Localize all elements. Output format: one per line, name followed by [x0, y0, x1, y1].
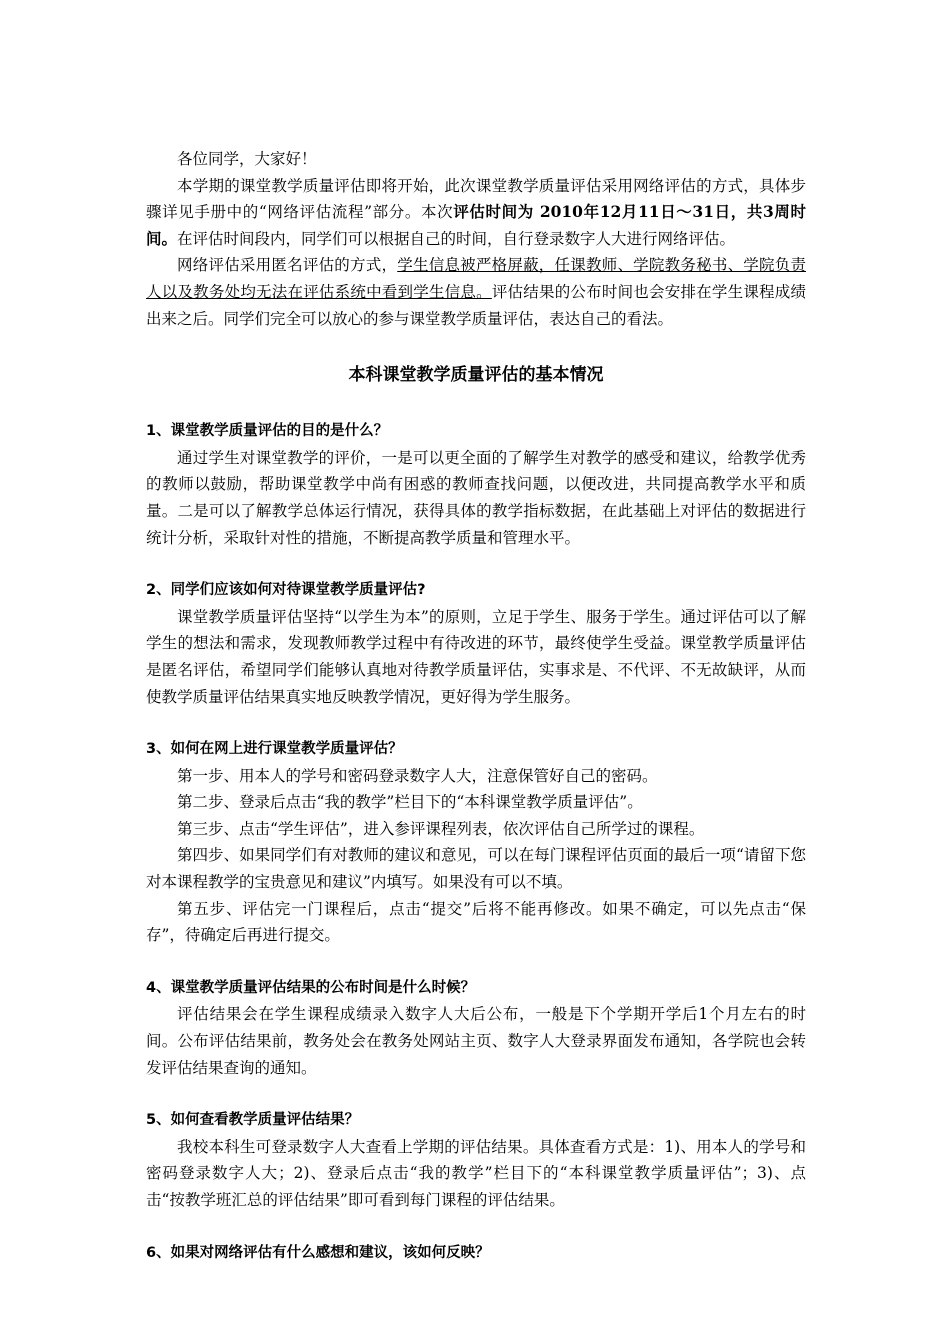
spacer [146, 1081, 806, 1107]
evaluation-period: 评估时间为 2010年12月11日～31日，共3周时间。 [146, 202, 806, 248]
question-5-answer: 我校本科生可登录数字人大查看上学期的评估结果。具体查看方式是：1)、用本人的学号和密码登录数字人大；2)、登录后点击“我的教学”栏目下的“本科课堂教学质量评估”；3)、点击“按教学班汇总的评估结果”即可看到每门课程的评估结果。 [146, 1137, 806, 1209]
privacy-statement: 学生信息被严格屏蔽，任课教师、学院教务秘书、学院负责人以及教务处均无法在评估系统中看到学生信息。 [146, 256, 806, 301]
spacer [146, 710, 806, 736]
spacer [146, 949, 806, 975]
question-2-answer: 课堂教学质量评估坚持“以学生为本”的原则，立足于学生、服务于学生。通过评估可以了解学生的想法和需求，发现教师教学过程中有待改进的环节，最终使学生受益。课堂教学质量评估是匿名评估，希望同学们能够认真地对待教学质量评估，实事求是、不代评、不无故缺评，从而使教学质量评估结果真实地反映教学情况，更好得为学生服务。 [146, 607, 806, 706]
step-4: 第四步、如果同学们有对教师的建议和意见，可以在每门课程评估页面的最后一项“请留下您对本课程教学的宝贵意见和建议”内填写。如果没有可以不填。 [146, 846, 806, 892]
question-5-title: 5、如何查看教学质量评估结果？ [146, 1112, 360, 1129]
greeting: 各位同学，大家好！ [177, 150, 317, 168]
section-title: 本科课堂教学质量评估的基本情况 [348, 365, 604, 386]
step-1: 第一步、用本人的学号和密码登录数字人大，注意保管好自己的密码。 [177, 766, 658, 785]
question-3-title: 3、如何在网上进行课堂教学质量评估？ [146, 741, 403, 758]
document-body [146, 146, 806, 1266]
intro-paragraph-2 [146, 252, 806, 332]
spacer [146, 1214, 806, 1240]
step-5: 第五步、评估完一门课程后，点击“提交”后将不能再修改。如果不确定，可以先点击“保存”，待确定后再进行提交。 [146, 899, 806, 945]
question-4-title: 4、课堂教学质量评估结果的公布时间是什么时候？ [146, 979, 476, 996]
intro-text: 评估结果的公布时间也会安排在学生课程成绩出来之后。同学们完全可以放心的参与课堂教学质量评估，表达自己的看法。 [146, 282, 806, 328]
step-2: 第二步、登录后点击“我的教学”栏目下的“本科课堂教学质量评估”。 [177, 793, 643, 812]
question-1-answer: 通过学生对课堂教学的评价，一是可以更全面的了解学生对教学的感受和建议，给教学优秀的教师以鼓励，帮助课堂教学中尚有困惑的教师查找问题，以便改进，共同提高教学水平和质量。二是可以了解教学总体运行情况，获得具体的教学指标数据，在此基础上对评估的数据进行统计分析，采取针对性的措施，不断提高教学质量和管理水平。 [146, 448, 806, 547]
step-3: 第三步、点击“学生评估”，进入参评课程列表，依次评估自己所学过的课程。 [177, 819, 705, 838]
question-1-title: 1、课堂教学质量评估的目的是什么？ [146, 423, 389, 440]
intro-text: 在评估时间段内，同学们可以根据自己的时间，自行登录数字人大进行网络评估。 [177, 229, 736, 248]
question-4-answer: 评估结果会在学生课程成绩录入数字人大后公布，一般是下个学期开学后1个月左右的时间。公布评估结果前，教务处会在教务处网站主页、数字人大登录界面发布通知，各学院也会转发评估结果查询的通知。 [146, 1005, 806, 1077]
intro-paragraph-1 [146, 173, 806, 253]
spacer [146, 551, 806, 577]
question-2-title: 2、同学们应该如何对待课堂教学质量评估? [146, 582, 426, 599]
intro-text: 本学期的课堂教学质量评估即将开始，此次课堂教学质量评估采用网络评估的方式，具体步骤详见手册中的“网络评估流程”部分。本次 [146, 176, 806, 222]
question-6-title: 6、如果对网络评估有什么感想和建议，该如何反映？ [146, 1244, 490, 1261]
intro-text: 网络评估采用匿名评估的方式， [177, 256, 398, 275]
